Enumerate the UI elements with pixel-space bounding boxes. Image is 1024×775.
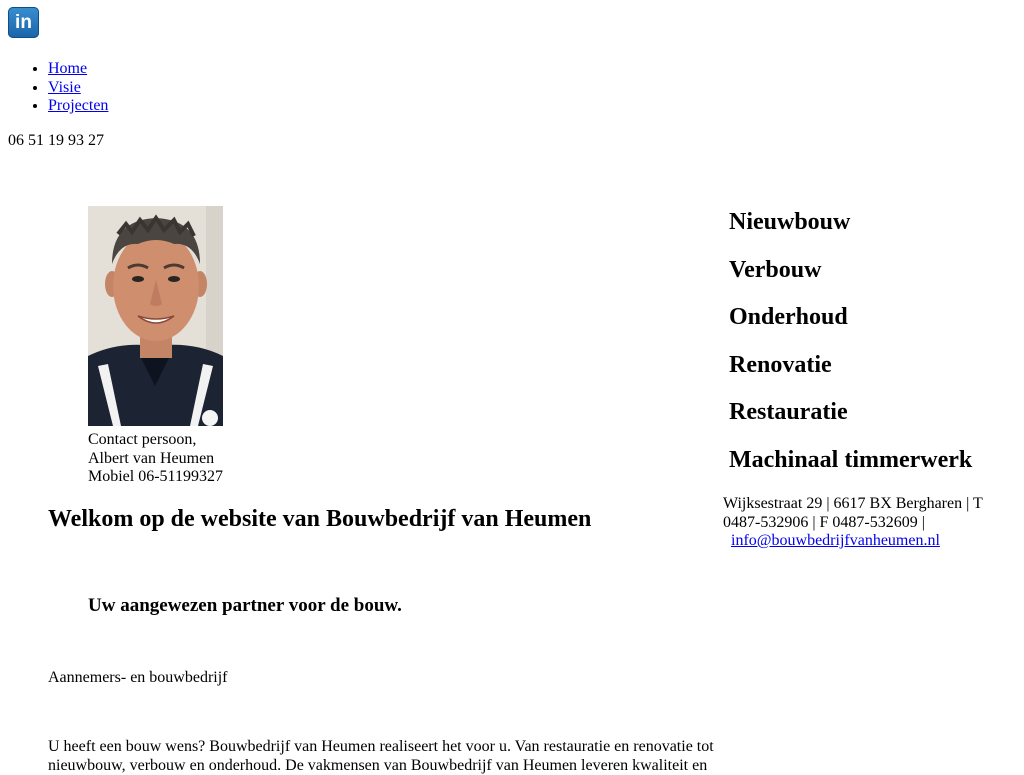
portrait-illustration (88, 206, 223, 426)
intro-paragraph: U heeft een bouw wens? Bouwbedrijf van Heumen realiseert het voor u. Van restauratie en renovatie tot nieuwbouw, verbouw en onderhoud. De vakmensen van Bouwbedrijf van Heumen leveren kwaliteit en (48, 738, 714, 774)
linkedin-icon-label: in (15, 12, 32, 33)
service-machinaal-timmerwerk: Machinaal timmerwerk (729, 446, 973, 473)
main-nav (0, 60, 108, 116)
company-type: Aannemers- en bouwbedrijf (48, 669, 228, 686)
nav-item-projecten (48, 97, 108, 116)
nav-link-projecten[interactable]: Projecten (48, 97, 109, 114)
linkedin-icon[interactable] (8, 7, 39, 38)
contact-name: Albert van Heumen (88, 449, 215, 467)
services-list (729, 208, 972, 493)
service-restauratie: Restauratie (729, 399, 848, 425)
address-line-2: 0487-532906 | F 0487-532609 | (723, 513, 925, 531)
nav-link-home[interactable]: Home (48, 60, 88, 77)
service-renovatie: Renovatie (729, 351, 832, 378)
welcome-heading: Welkom op de website van Bouwbedrijf van Heumen (48, 506, 592, 532)
service-nieuwbouw: Nieuwbouw (729, 209, 851, 235)
email-link[interactable]: info@bouwbedrijfvanheumen.nl (731, 532, 940, 549)
service-verbouw: Verbouw (729, 256, 822, 283)
nav-item-visie (48, 79, 108, 98)
contact-info (88, 431, 223, 487)
nav-item-home (48, 60, 108, 79)
contact-portrait (88, 206, 223, 426)
contact-heading: Contact persoon, (88, 431, 197, 448)
partner-tagline: Uw aangewezen partner voor de bouw. (88, 595, 402, 616)
contact-mobile: Mobiel 06-51199327 (88, 468, 223, 485)
company-address (723, 495, 1013, 551)
address-line-1: Wijksestraat 29 | 6617 BX Bergharen | T (723, 495, 983, 512)
phone-number: 06 51 19 93 27 (8, 132, 104, 149)
service-onderhoud: Onderhoud (729, 304, 848, 330)
nav-link-visie[interactable]: Visie (48, 78, 81, 96)
